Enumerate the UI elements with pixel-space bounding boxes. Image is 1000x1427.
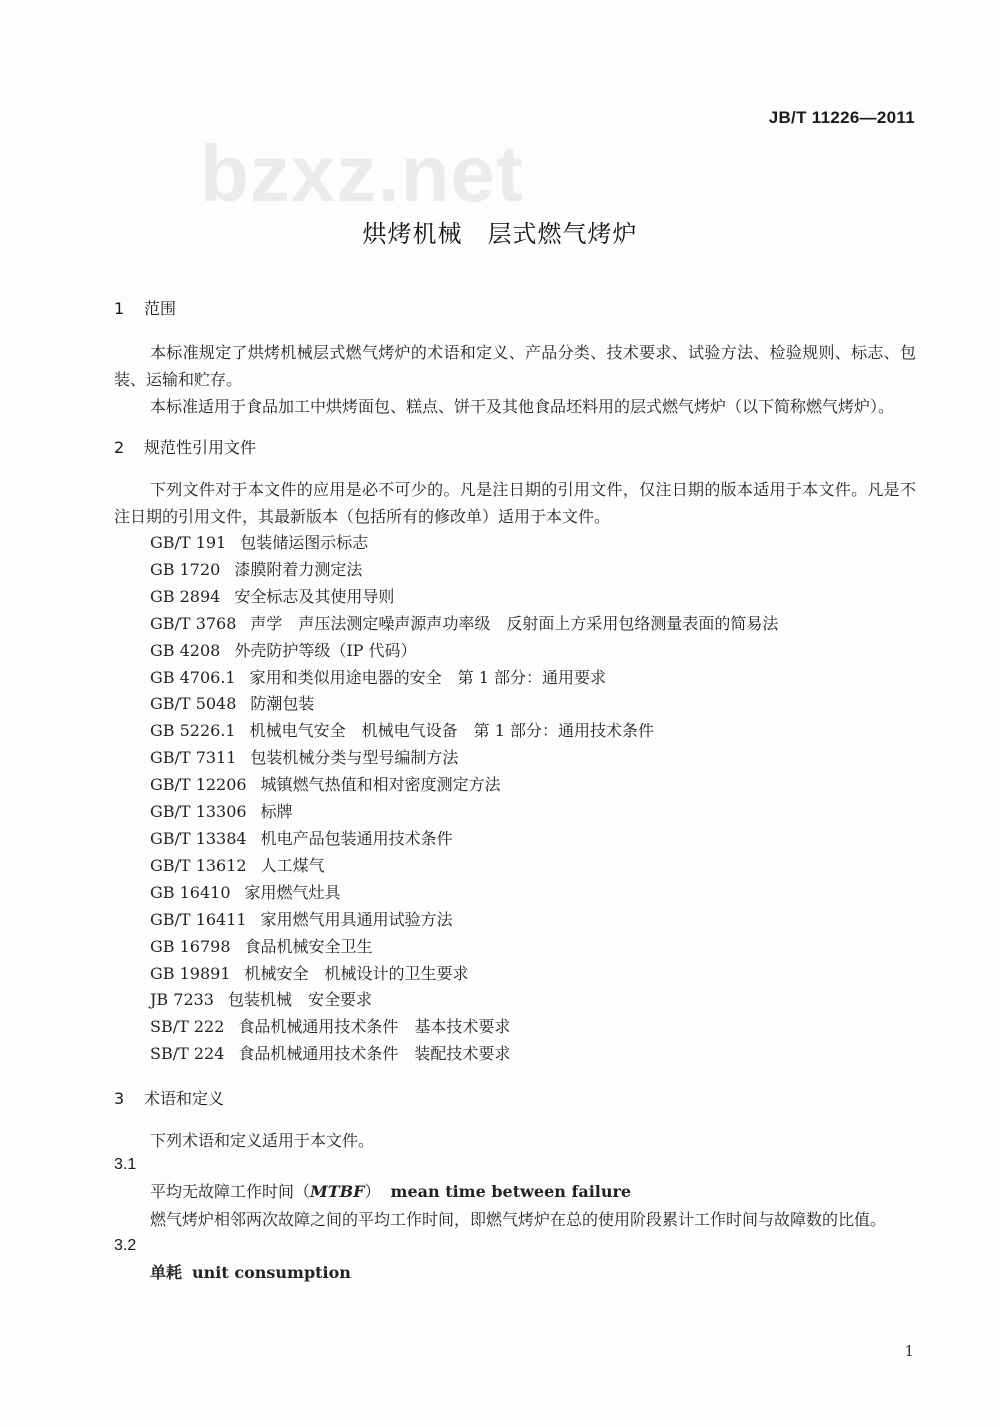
term-number: 3.2	[114, 1237, 137, 1255]
section-1-heading	[114, 296, 916, 319]
reference-code: GB/T 12206	[150, 775, 247, 795]
reference-list	[114, 530, 916, 1068]
reference-code: GB 16798	[150, 936, 231, 956]
reference-title: 家用燃气用具通用试验方法	[260, 909, 453, 929]
reference-item	[114, 934, 916, 961]
term-number: 3.1	[114, 1156, 137, 1174]
reference-code: GB 4208	[150, 640, 221, 660]
reference-title: 机械安全 机械设计的卫生要求	[244, 963, 469, 983]
reference-code: GB 19891	[150, 963, 231, 983]
section-2-heading	[114, 435, 916, 458]
term-cn-pre: 平均无故障工作时间（	[150, 1182, 311, 1202]
reference-item	[114, 826, 916, 853]
reference-title: 人工煤气	[260, 855, 325, 875]
reference-code: GB/T 5048	[150, 694, 237, 714]
term-heading	[114, 1259, 916, 1287]
reference-item	[114, 961, 916, 988]
reference-item	[114, 745, 916, 772]
reference-title: 包装机械 安全要求	[227, 990, 372, 1010]
reference-item	[114, 584, 916, 611]
reference-title: 城镇燃气热值和相对密度测定方法	[260, 775, 501, 795]
section-number: 1	[114, 299, 125, 318]
term-cn: 单耗	[150, 1263, 183, 1283]
reference-title: 家用和类似用途电器的安全 第 1 部分：通用要求	[249, 667, 606, 687]
term-definition: 燃气烤炉相邻两次故障之间的平均工作时间，即燃气烤炉在总的使用阶段累计工作时间与故障数的比值。	[150, 1210, 887, 1230]
reference-item	[114, 799, 916, 826]
reference-item	[114, 691, 916, 718]
reference-code: SB/T 224	[150, 1044, 225, 1064]
reference-code: GB/T 3768	[150, 613, 237, 633]
reference-title: 声学 声压法测定噪声源声功率级 反射面上方采用包络测量表面的简易法	[250, 613, 779, 633]
reference-title: 家用燃气灶具	[244, 882, 341, 902]
section-1-paragraph: 本标准适用于食品加工中烘烤面包、糕点、饼干及其他食品坯料用的层式燃气烤炉（以下简称燃气烤炉）。	[150, 397, 895, 416]
reference-item	[114, 907, 916, 934]
section-3-intro: 下列术语和定义适用于本文件。	[150, 1131, 375, 1151]
reference-code: GB/T 7311	[150, 748, 237, 768]
reference-code: GB 5226.1	[150, 721, 236, 741]
reference-code: GB/T 13384	[150, 828, 247, 848]
reference-code: JB 7233	[150, 990, 214, 1010]
reference-item	[114, 880, 916, 907]
section-number: 3	[114, 1089, 125, 1109]
reference-item	[114, 611, 916, 638]
section-title: 规范性引用文件	[144, 438, 257, 457]
reference-item	[114, 1041, 916, 1068]
reference-code: GB 2894	[150, 586, 221, 606]
reference-code: GB/T 16411	[150, 909, 247, 929]
page-number: 1	[904, 1342, 914, 1360]
reference-item	[114, 853, 916, 880]
reference-code: GB 1720	[150, 559, 221, 579]
section-title: 术语和定义	[144, 1089, 225, 1109]
standard-code: JB/T 11226—2011	[768, 108, 915, 127]
document-title: 烘烤机械 层式燃气烤炉	[362, 220, 638, 248]
reference-item	[114, 638, 916, 665]
term-cn-post: ）	[364, 1182, 381, 1202]
term-abbreviation: MTBF	[310, 1182, 365, 1202]
reference-code: GB 4706.1	[150, 667, 236, 687]
reference-code: GB 16410	[150, 882, 231, 902]
reference-title: 食品机械通用技术条件 基本技术要求	[238, 1017, 511, 1037]
reference-title: 包装机械分类与型号编制方法	[250, 748, 459, 768]
section-title: 范围	[144, 299, 177, 318]
reference-item	[114, 987, 916, 1014]
reference-title: 机械电气安全 机械电气设备 第 1 部分：通用技术条件	[249, 721, 654, 741]
reference-title: 食品机械通用技术条件 装配技术要求	[238, 1044, 511, 1064]
watermark: bzxz.net	[200, 129, 524, 218]
reference-code: GB/T 13612	[150, 855, 247, 875]
reference-item	[114, 1014, 916, 1041]
term-english: unit consumption	[192, 1263, 351, 1283]
reference-item	[114, 718, 916, 745]
term-english: mean time between failure	[390, 1182, 632, 1202]
reference-title: 安全标志及其使用导则	[234, 586, 395, 606]
section-2-intro: 下列文件对于本文件的应用是必不可少的。凡是注日期的引用文件，仅注日期的版本适用于本文件。凡是不注日期的引用文件，其最新版本（包括所有的修改单）适用于本文件。	[114, 480, 916, 526]
reference-title: 食品机械安全卫生	[244, 936, 373, 956]
reference-title: 防潮包装	[250, 694, 315, 714]
reference-code: GB/T 191	[150, 533, 227, 552]
reference-title: 机电产品包装通用技术条件	[260, 828, 453, 848]
document-body	[114, 296, 916, 1287]
reference-title: 外壳防护等级（IP 代码）	[234, 640, 417, 660]
reference-code: GB/T 13306	[150, 802, 247, 822]
reference-title: 标牌	[260, 802, 293, 822]
term-heading	[114, 1178, 916, 1206]
reference-code: SB/T 222	[150, 1017, 225, 1037]
section-number: 2	[114, 438, 125, 457]
reference-title: 包装储运图示标志	[240, 533, 369, 552]
reference-item	[114, 530, 916, 557]
reference-item	[114, 665, 916, 692]
reference-item	[114, 557, 916, 584]
reference-item	[114, 772, 916, 799]
reference-title: 漆膜附着力测定法	[234, 559, 363, 579]
section-3-heading	[114, 1086, 916, 1109]
section-1-paragraph: 本标准规定了烘烤机械层式燃气烤炉的术语和定义、产品分类、技术要求、试验方法、检验规则、标志、包装、运输和贮存。	[114, 343, 916, 389]
